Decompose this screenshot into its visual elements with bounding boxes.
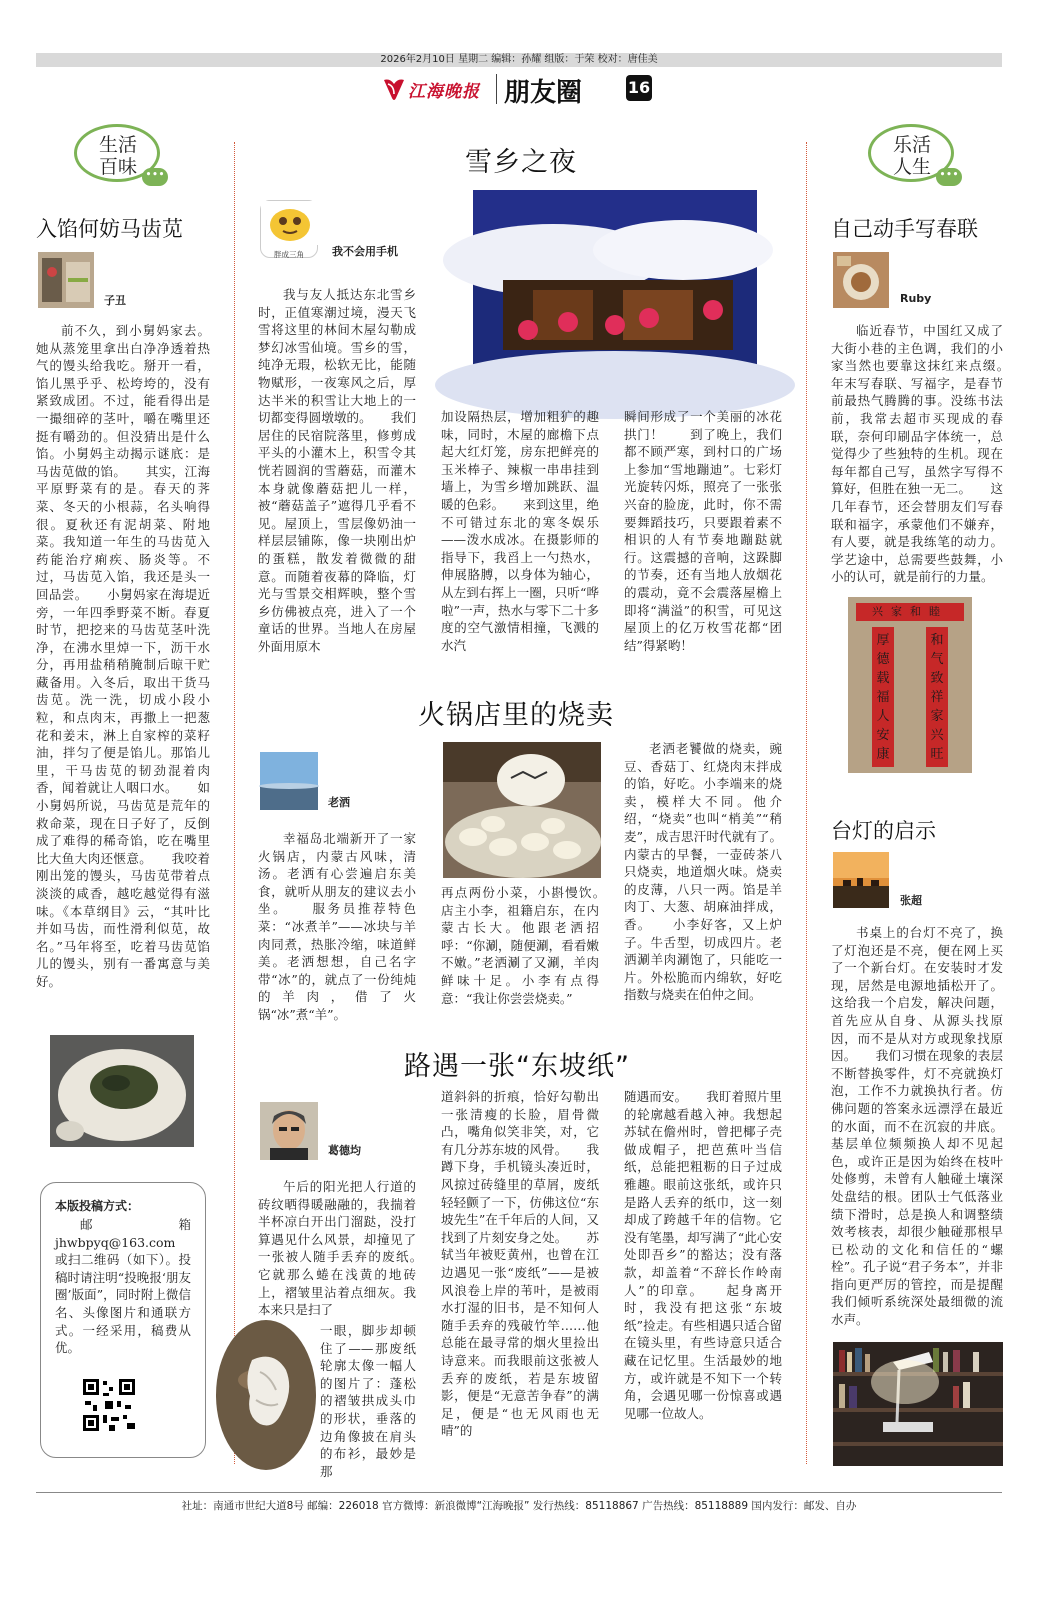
article-title-snow: 雪乡之夜 [465,147,577,178]
avatar-caption: 胖成三角 [274,250,304,259]
couplet-horizontal: 兴家和睦 [856,603,964,621]
article-body-dongpo-col1b [320,1322,416,1479]
photo-desk-lamp-bookshelf [833,1342,1003,1466]
article-text: 道斜斜的折痕，恰好勾勒出一张清瘦的长脸，眉骨微凸，嘴角似笑非笑，对，它有几分苏东坡的风骨。 我蹲下身，手机镜头凑近时，风掠过砖缝里的草屑，废纸轻轻颤了一下，仿佛这位“东坡先生”在千年后的人间，又找到了片刻安身之处。 苏轼当年被贬黄州，也曾在江边遇见一张“废纸”——是被风浪卷上岸的苇叶，是被雨水打湿的旧书，是不知何人随手丢弃的残破竹竿……他总能在最寻常的烟火里捡出诗意来。而我眼前这张被人丢弃的废纸，若是东坡留影，便是“无意苦争春”的满足，便是“也无风雨也无晴”的 [441,1089,599,1439]
article-body-dongpo-col1a [258,1178,442,1320]
article-text: 午后的阳光把人行道的砖纹晒得暖融融的，我揣着半杯凉白开出门溜跶，没打算遇见什么风景，却撞见了一张被人随手丢弃的废纸。 它就那么蜷在浅黄的地砖上，褶皱里沾着点细灰。我本来只是扫了 [258,1179,442,1318]
article-body-snow-col2 [441,408,599,662]
article-body-dongpo-col3 [624,1088,782,1464]
chat-dots-icon: ••• [936,168,962,186]
photo-spring-couplets [848,597,972,773]
article-text: 我与友人抵达东北雪乡时，正值寒潮过境，漫天飞雪将这里的林间木屋勾勒成梦幻冰雪仙境。雪乡的雪，纯净无瑕，松软无比，能随物赋形，一夜寒风之后，厚达半米的积雪让大地上的一切都变得圆墩墩的。 我们居住的民宿院落里，修剪成平头的小灌木上，积雪令其恍若圆润的雪蘑菇，而灌木本身就像蘑菇把儿一样，被“蘑菇盖子”遮得几乎看不见。屋顶上，雪层像奶油一样层层铺陈，像一块刚出炉的蛋糕，散发着微微的甜意。而随着夜幕的降临，灯光与雪景交相辉映，整个雪乡仿佛被点亮，进入了一个童话的世界。当地人在房屋外面用原木 [258,287,416,654]
article-title-purslane: 入馅何妨马齿苋 [36,217,183,241]
submission-title: 本版投稿方式： [55,1199,140,1213]
author-name: 张超 [900,894,922,907]
newspaper-logo-icon [382,76,406,102]
photo-snow-village-night [473,190,757,398]
footer-divider [36,1492,1002,1493]
article-text: 加设隔热层，增加粗犷的趣味，同时，木屋的廊檐下点起大红灯笼，房东把鲜亮的玉米棒子、辣椒一串串挂到墙上，为雪乡增加跳跃、温暖的色彩。 来到这里，绝不可错过东北的寒冬娱乐——泼水成冰。在摄影师的指导下，我舀上一勺热水，伸展胳膊，以身体为轴心，从左到右挥上一圈，只听“哗啦”一声，热水与零下二十多度的空气激情相撞，飞溅的水汽 [441,409,599,653]
author-name: 我不会用手机 [332,245,398,258]
column-divider-right [806,142,807,1464]
article-text: 再点两份小菜，小斟慢饮。 店主小李，祖籍启东，在内蒙古长大。他跟老洒招呼：“你涮，随便涮，看看嫩不嫩。”老洒涮了又涮，羊肉鲜味十足。小李有点得意：“我让你尝尝烧卖。” [441,885,625,1006]
article-text: 前不久，到小舅妈家去。她从蒸笼里拿出白净净透着热气的馒头给我吃。掰开一看，馅儿黑乎乎、松垮垮的，没有紧致成团。不过，能看得出是一撮细碎的茎叶，嚼在嘴里还挺有嚼劲的。但没猜出是什么馅。小舅妈主动揭示谜底：是马齿苋做的馅。 其实，江海平原野菜有的是。春天的荠菜、冬天的小根蒜，名头响得很。夏秋还有泥胡菜、附地菜。我知道一年生的马齿苋入药能治疗痢疾、肠炎等。不过，马齿苋入馅，我还是头一回品尝。 小舅妈家在海堤近旁，一年四季野菜不断。春夏时节，把挖来的马齿苋茎叶洗净，在沸水里焯一下，沥干水分，再用盐稍稍腌制后晾干贮藏备用。入冬后，取出干货马齿苋。洗一洗，切成小段小粒，和点肉末，再撒上一把葱花和姜末，淋上自家榨的菜籽油，拌匀了便是馅儿。那馅儿里，干马齿苋的韧劲混着肉香，闻着就让人咽口水。 如小舅妈所说，马齿苋是荒年的救命菜，现在日子好了，反倒成了难得的稀奇馅，吃在嘴里比大鱼大肉还惬意。 我咬着刚出笼的馒头，马齿苋带着点淡淡的咸香，越吃越觉得有滋味。《本草纲目》云，“其叶比并如马齿，而性滑利似苋，故名。”马年将至，吃着马齿苋馅儿的馒头，别有一番寓意与美好。 [36,323,210,989]
article-body-hotpot-col1 [258,830,416,1022]
qr-code-icon[interactable] [81,1377,137,1433]
article-text: 幸福岛北端新开了一家火锅店，内蒙古风味，清汤。老洒有心尝遍启东美食，就听从朋友的建议去小坐。 服务员推荐特色菜：“冰煮羊”——冰块与羊肉同煮，热胀冷缩，味道鲜美。老洒想想，自己名字带“冰”的，就点了一份纯炖的羊肉，借了火锅“冰”煮“羊”。 [258,831,416,1022]
badge-line-2: 人生 [892,156,931,178]
section-badge-joy [862,122,962,190]
couplet-left: 厚德载福人安康 [872,627,894,767]
photo-steamed-bun [50,1035,194,1147]
masthead [380,72,680,106]
author-avatar-ziqiu [38,252,94,308]
article-title-hotpot: 火锅店里的烧卖 [418,700,614,731]
author-avatar-laosa [260,752,318,810]
author-name: Ruby [900,292,932,305]
author-avatar-ruby [833,252,889,308]
article-text: 临近春节，中国红又成了大街小巷的主色调，我们的小家当然也要靠这抹红来点缀。 年末写春联、写福字，是春节前最热气腾腾的事。没练书法前，我常去超市买现成的春联，奈何印刷品字体统一，总觉得少了些独特的生机。现在每年都自己写，虽然字写得不算好，但胜在独一无二。 这几年春节，还会替朋友们写春联和福字，承蒙他们不嫌弃，有人要，就是我练笔的动力。学艺途中，总需要些鼓舞，小小的认可，就是前行的力量。 [831,323,1029,585]
submission-body: 邮箱 jhwbpyq@163.com 或扫二维码（如下）。投稿时请注明“投晚报‘朋友圈’版面”，同时附上微信名、头像图片和通联方式。一经采用，稿费从优。 [55,1217,191,1356]
author-avatar-snow [260,200,318,258]
article-text: 瞬间形成了一个美丽的冰花拱门！ 到了晚上，我们都不顾严寒，到村口的广场上参加“雪地蹦迪”。七彩灯光旋转闪烁，照亮了一张张兴奋的脸庞，此时，你不需要舞蹈技巧，只要跟着素不相识的人有节奏地蹦跶就行。这震撼的音响，这跺脚的节奏，还有当地人放烟花的震动，竟不会震落屋檐上即将“满溢”的积雪，可见这屋顶上的亿万枚雪花都“团结”得紧哟！ [624,409,782,653]
section-badge-life [68,122,168,190]
badge-line-2: 百味 [98,156,137,178]
article-title-spring-couplets: 自己动手写春联 [831,217,978,241]
badge-line-1: 生活 [98,134,137,156]
article-body-lamp [831,924,1003,1334]
article-title-dongpo: 路遇一张“东坡纸” [404,1051,630,1082]
author-name: 子丑 [104,294,126,307]
article-body-spring-couplets [831,322,1029,592]
section-name: 朋友圈 [504,78,583,108]
article-body-hotpot-col2 [441,884,625,1010]
article-body-snow-col3 [624,408,782,662]
couplet-right: 和气致祥家兴旺 [926,627,948,767]
article-body-snow-col1 [258,286,416,662]
article-text: 书桌上的台灯不亮了，换了灯泡还是不亮，便在网上买了一个新台灯。在安装时才发现，居然是电源地插松开了。这给我一个启发，解决问题，首先应从自身、从源头找原因，而不是从对方或现象找原因。 我们习惯在现象的表层不断替换零件，灯不亮就换灯泡，工作不力就换执行者。仿佛问题的答案永远漂浮在最近的水面，而不在沉寂的井底。基层单位频频换人却不见起色，或许正是因为始终在枝叶处修剪，未曾有人触碰土壤深处盘结的根。团队士气低落业绩下滑时，总是换人和调整绩效考核表，却很少触碰那根早已松动的文化和信任的“螺栓”。孔子说“君子务本”，并非指向更严厉的管控，而是提醒我们倾听系统深处最细微的流水声。 [831,925,1003,1328]
photo-dongpo-paper [216,1320,316,1470]
footer-info: 社址：南通市世纪大道8号 邮编：226018 官方微博：新浪微博“江海晚报” 发行热线：85118867 广告热线：85118889 国内发行：邮发、自办 [181,1500,857,1512]
header-info-bar [36,53,1002,67]
page-number: 16 [626,75,652,101]
article-text: 一眼，脚步却顿住了——那废纸轮廓太像一幅人的图片了：蓬松的褶皱拱成头巾的形状，垂落的边角像披在肩头的布衫，最妙是那 [320,1323,416,1479]
masthead-divider [496,74,497,104]
author-avatar-gedejun [260,1102,318,1160]
chat-dots-icon: ••• [142,168,168,186]
photo-shaomai [443,742,601,878]
article-body-hotpot-col3 [624,740,782,1010]
author-name: 葛德均 [328,1144,361,1157]
submission-box [40,1182,206,1458]
author-name: 老洒 [328,796,350,809]
article-text: 随遇而安。 我盯着照片里的轮廓越看越入神。我想起苏轼在儋州时，曾把椰子壳做成帽子，把芭蕉叶当信纸，总能把粗粝的日子过成雅趣。眼前这张纸，或许只是路人丢弃的纸巾，这一刻却成了跨越千年的信物。它没有笔墨，却写满了“此心安处即吾乡”的豁达；没有落款，却盖着“不辞长作岭南人”的印章。 起身离开时，我没有把这张“东坡纸”捡走。有些相遇只适合留在镜头里，有些诗意只适合藏在记忆里。生活最妙的地方，或许就是不知下一个转角，会遇见哪一份惊喜或遇见哪一位故人。 [624,1089,782,1421]
header-info: 2026年2月10日 星期二 编辑：孙耀 组版：于荣 校对：唐佳美 [380,54,658,65]
article-body-dongpo-col2 [441,1088,599,1464]
article-body-purslane [36,322,210,1022]
article-text: 老洒老饕做的烧卖，豌豆、香菇丁、红烧肉末拌成的馅，好吃。小李端来的烧卖，模样大不同。他介绍，“烧卖”也叫“梢美”“稍麦”，成吉思汗时代就有了。内蒙古的早餐，一壶砖茶八只烧卖，地道烟火味。烧卖的皮薄，八只一两。馅是羊肉丁、大葱、胡麻油拌成，香。 小李好客，又上炉子。牛舌型，切成四片。老洒涮羊肉涮饱了，只能吃一片。外松脆而内绵软，好吃指数与烧卖在伯仲之间。 [624,741,782,1003]
author-avatar-zhangchao [833,852,889,908]
paper-name: 江海晚报 [408,82,480,102]
column-divider-left [234,142,235,1464]
article-title-lamp: 台灯的启示 [831,819,936,843]
badge-line-1: 乐活 [892,134,931,156]
